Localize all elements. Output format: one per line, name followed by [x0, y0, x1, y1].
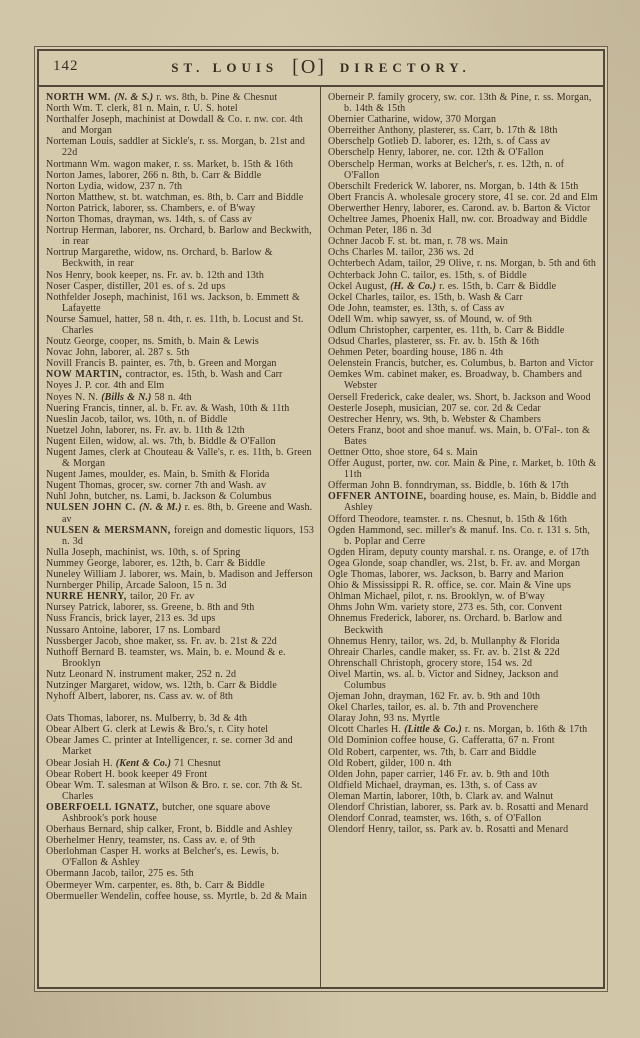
directory-entry: Old Dominion coffee house, G. Cafferatta, 67 n. Front — [328, 735, 555, 747]
directory-entry: Odsud Charles, plasterer, ss. Fr. av. b. 15th & 16th — [328, 336, 540, 348]
directory-entry: Nussberger Jacob, shoe maker, ss. Fr. av. b. 21st & 22d — [46, 635, 277, 647]
directory-entry: Ochs Charles M. tailor, 236 ws. 2d — [328, 247, 474, 259]
page-border — [37, 49, 605, 989]
directory-entry: Obear Albert G. clerk at Lewis & Bro.'s, r. City hotel — [46, 724, 269, 736]
page-header — [39, 51, 603, 87]
directory-entry: Nuhl John, butcher, ns. Lami, b. Jackson & Columbus — [46, 491, 272, 503]
directory-entry: Ochterbech Adam, tailor, 29 Olive, r. ns. Morgan, b. 5th and 6th — [328, 258, 596, 270]
directory-entry: NULSEN & MERSMANN, foreign and domestic liquors, 153 n. 3d — [46, 524, 314, 547]
directory-entry: Norton Lydia, widow, 237 n. 7th — [46, 180, 183, 192]
directory-entry: Nuering Francis, tinner, al. b. Fr. av. & Wash, 10th & 11th — [46, 402, 290, 414]
directory-entry: Nortmann Wm. wagon maker, r. ss. Market, b. 15th & 16th — [46, 158, 294, 170]
directory-entry: Nugent Eilen, widow, al. ws. 7th, b. Biddle & O'Fallon — [46, 435, 276, 447]
directory-entry: Olaray John, 93 ns. Myrtle — [328, 713, 440, 725]
directory-page — [34, 46, 608, 992]
directory-entry: Ojeman John, drayman, 162 Fr. av. b. 9th and 10th — [328, 691, 541, 703]
directory-entry: Nueslin Jacob, tailor, ws. 10th, n. of Biddle — [46, 413, 228, 425]
directory-entry: Oberwerther Henry, laborer, es. Carond. av. b. Barton & Victor — [328, 202, 591, 214]
directory-entry: Okel Charles, tailor, es. al. b. 7th and Provenchere — [328, 702, 539, 714]
directory-entry: Ogden Hiram, deputy county marshal. r. ns. Orange, e. of 17th — [328, 546, 590, 558]
directory-entry: Oesterle Joseph, musician, 207 se. cor. 2d & Cedar — [328, 402, 541, 414]
directory-entry: Oberhaus Bernard, ship calker, Front, b. Biddle and Ashley — [46, 824, 293, 836]
directory-entry: Olendorf Christian, laborer, ss. Park av. b. Rosatti and Menard — [328, 802, 589, 813]
directory-entry: Ogle Thomas, laborer, ws. Jackson, b. Barry and Marion — [328, 569, 564, 581]
directory-entry: Norteman Louis, saddler at Sickle's, r. ss. Morgan, b. 21st and 22d — [46, 136, 305, 159]
directory-entry: Olden John, paper carrier, 146 Fr. av. b. 9th and 10th — [328, 768, 550, 780]
directory-entry: Odell Wm. whip sawyer, ss. of Mound, w. of 9th — [328, 313, 532, 325]
directory-entry: NORTH WM. (N. & S.) r. ws. 8th, b. Pine & Chesnut — [46, 92, 278, 103]
directory-entry: Offord Theodore, teamster. r. ns. Chesnut, b. 15th & 16th — [328, 513, 567, 525]
directory-entry: Old Robert, carpenter, ws. 7th, b. Carr and Biddle — [328, 746, 537, 758]
directory-entry: Nutzinger Margaret, widow, ws. 12th, b. Carr & Biddle — [46, 679, 277, 691]
directory-column-left — [39, 87, 321, 987]
directory-entry: Old Robert, gilder, 100 n. 4th — [328, 757, 452, 769]
directory-entry: Oehmen Peter, boarding house, 186 n. 4th — [328, 347, 504, 359]
directory-entry: Obear Robert H. book keeper 49 Front — [46, 768, 208, 780]
directory-entry: Novill Francis B. painter, es. 7th, b. Green and Morgan — [46, 358, 277, 370]
title-city: ST. LOUIS — [171, 60, 279, 75]
directory-entry: Oivel Martin, ws. al. b. Victor and Sidney, Jackson and Columbus — [328, 668, 559, 691]
directory-entry: Nortrup Herman, laborer, ns. Orchard, b. Barlow and Beckwith, in rear — [46, 225, 312, 248]
directory-column-right — [321, 87, 603, 987]
directory-entry: Obermeyer Wm. carpenter, es. 8th, b. Carr & Biddle — [46, 879, 265, 891]
directory-entry: OBERFOELL IGNATZ, butcher, one square above Ashbrook's pork house — [46, 801, 271, 824]
directory-entry: Oberreither Anthony, plasterer, ss. Carr, b. 17th & 18th — [328, 125, 558, 137]
directory-entry: Nussaro Antoine, laborer, 17 ns. Lombard — [46, 624, 221, 636]
directory-entry: Oeters Franz, boot and shoe manuf. ws. Main, b. O'Fal-. ton & Bates — [328, 424, 590, 447]
directory-entry: Nos Henry, book keeper, ns. Fr. av. b. 12th and 13th — [46, 269, 264, 281]
directory-entry: Oldfield Michael, drayman, es. 13th, s. of Cass av — [328, 779, 538, 791]
directory-entry: Nothfelder Joseph, machinist, 161 ws. Jackson, b. Emmett & Lafayette — [46, 291, 300, 314]
directory-entry: North Wm. T. clerk, 81 n. Main, r. U. S. hotel — [46, 103, 238, 115]
directory-entry: Oemkes Wm. cabinet maker, es. Broadway, b. Chambers and Webster — [328, 369, 583, 392]
directory-entry: Oleman Martin, laborer, 10th, b. Clark av. and Walnut — [328, 790, 554, 802]
directory-entry: Ohreair Charles, candle maker, ss. Fr. av. b. 21st & 22d — [328, 646, 560, 658]
directory-entry: Ocheltree James, Phoenix Hall, nw. cor. Broadway and Biddle — [328, 214, 588, 226]
directory-entry: Obear Josiah H. (Kent & Co.) 71 Chesnut — [46, 757, 221, 769]
section-gap — [46, 702, 315, 713]
directory-entry: Offer August, porter, nw. cor. Main & Pine, r. Market, b. 10th & 11th — [328, 458, 597, 481]
directory-entry: Ohnemus Frederick, laborer, ns. Orchard. b. Barlow and Beckwith — [328, 613, 562, 636]
directory-entry: Nulla Joseph, machinist, ws. 10th, s. of Spring — [46, 546, 241, 558]
directory-entry: Ochman Peter, 186 n. 3d — [328, 225, 432, 237]
directory-entry: Odlum Christopher, carpenter, es. 11th, b. Carr & Biddle — [328, 324, 565, 336]
directory-entry: Oberschelp Herman, works at Belcher's, r. es. 12th, n. of O'Fallon — [328, 158, 565, 181]
directory-entry: OFFNER ANTOINE, boarding house, es. Main, b. Biddle and Ashley — [328, 491, 597, 514]
page-title — [39, 51, 603, 85]
directory-entry: Oersell Frederick, cake dealer, ws. Short, b. Jackson and Wood — [328, 391, 591, 403]
directory-entry: Ochner Jacob F. st. bt. man, r. 78 ws. Main — [328, 236, 508, 248]
directory-entry: Nuss Francis, brick layer, 213 es. 3d ups — [46, 613, 216, 625]
directory-entry: Offerman John B. fonndryman, ss. Biddle, b. 16th & 17th — [328, 480, 569, 492]
directory-entry: Nuetzel John, laborer, ns. Fr. av. b. 11th & 12th — [46, 424, 245, 436]
directory-entry: Noyes N. N. (Bills & N.) 58 n. 4th — [46, 391, 192, 403]
directory-entry: Nurnberger Philip, Arcade Saloon, 15 n. 3d — [46, 580, 227, 592]
directory-entry: Oberschelp Henry, laborer, ne. cor. 12th & O'Fallon — [328, 147, 544, 159]
directory-entry: Nuthoff Bernard B. teamster, ws. Main, b. e. Mound & e. Brooklyn — [46, 646, 286, 669]
directory-entry: Ohms John Wm. variety store, 273 es. 5th, cor. Convent — [328, 602, 563, 614]
title-directory: DIRECTORY. — [339, 60, 471, 75]
directory-entry: Nursey Patrick, laborer, ss. Greene, b. 8th and 9th — [46, 602, 255, 614]
directory-entry: Olendorf Henry, tailor, ss. Park av. b. Rosatti and Menard — [328, 824, 569, 836]
directory-entry: Norton Patrick, laborer, ss. Chambers, e. of B'way — [46, 202, 256, 214]
directory-entry: NOW MARTIN, contractor, es. 15th, b. Wash and Carr — [46, 369, 283, 381]
directory-entry: Olendorf Conrad, teamster, ws. 16th, s. of O'Fallon — [328, 813, 542, 825]
directory-entry: Novac John, laborer, al. 287 s. 5th — [46, 347, 190, 359]
directory-entry: Nummey George, laborer, es. 12th, b. Carr & Biddle — [46, 557, 266, 569]
directory-entry: Nutz Leonard N. instrument maker, 252 n. 2d — [46, 668, 237, 680]
directory-entry: Nourse Samuel, hatter, 58 n. 4th, r. es. 11th, b. Locust and St. Charles — [46, 313, 304, 336]
directory-entry: Ohnemus Henry, tailor, ws. 2d, b. Mullanphy & Florida — [328, 635, 560, 647]
directory-entry: Nugent James, moulder, es. Main, b. Smith & Florida — [46, 469, 270, 481]
directory-entry: Oestrecher Henry, ws. 9th, b. Webster & Chambers — [328, 413, 541, 425]
directory-entry: Noser Casper, distiller, 201 es. of s. 2d ups — [46, 280, 226, 292]
section-letter: [O] — [292, 55, 326, 78]
directory-entry: Ockel August, (H. & Co.) r. es. 15th, b. Carr & Biddle — [328, 280, 557, 292]
directory-entry: Olcott Charles H. (Little & Co.) r. ns. Morgan, b. 16th & 17th — [328, 724, 588, 736]
directory-entry: Ogea Glonde, soap chandler, ws. 21st, b. Fr. av. and Morgan — [328, 557, 581, 569]
directory-entry: Norton Thomas, drayman, ws. 14th, s. of Cass av — [46, 214, 252, 226]
directory-entry: Northalfer Joseph, machinist at Dowdall & Co. r. nw. cor. 4th and Morgan — [46, 114, 303, 137]
directory-entry: Noutz George, cooper, ns. Smith, b. Main & Lewis — [46, 336, 259, 348]
directory-entry: Nyhoff Albert, laborer, ns. Cass av. w. of 8th — [46, 691, 233, 703]
directory-entry: Obermann Jacob, tailor, 275 es. 5th — [46, 868, 194, 880]
directory-entry: Ockel Charles, tailor, es. 15th, b. Wash & Carr — [328, 291, 523, 303]
directory-entry: Ohio & Mississippi R. R. office, se. cor. Main & Vine ups — [328, 580, 572, 592]
directory-entry: Ochterback John C. tailor, es. 15th, s. of Biddle — [328, 269, 527, 281]
directory-entry: Nugent James, clerk at Chouteau & Valle's, r. es. 11th, b. Green & Morgan — [46, 447, 312, 470]
directory-entry: Norton James, laborer, 266 n. 8th, b. Carr & Biddle — [46, 169, 262, 181]
directory-entry: Obear Wm. T. salesman at Wilson & Bro. r. se. cor. 7th & St. Charles — [46, 779, 303, 802]
directory-entry: Oberschelp Gotlieb D. laborer, es. 12th, s. of Cass av — [328, 136, 551, 148]
directory-entry: Oberlohman Casper H. works at Belcher's, es. Lewis, b. O'Fallon & Ashley — [46, 846, 280, 869]
directory-entry: Obernier Catharine, widow, 370 Morgan — [328, 114, 497, 126]
directory-entry: Nuneley William J. laborer, ws. Main, b. Madison and Jefferson — [46, 569, 313, 581]
directory-entry: Oats Thomas, laborer, ns. Mulberry, b. 3d & 4th — [46, 713, 248, 725]
directory-entry: Oberschilt Frederick W. laborer, ns. Morgan, b. 14th & 15th — [328, 180, 579, 192]
directory-entry: NURRE HENRY, tailor, 20 Fr. av — [46, 591, 195, 603]
directory-entry: Ogden Hammond, sec. miller's & manuf. Ins. Co. r. 131 s. 5th, b. Poplar and Cerre — [328, 524, 590, 547]
directory-entry: Obermueller Wendelin, coffee house, ss. Myrtle, b. 2d & Main — [46, 890, 307, 902]
directory-entry: Ode John, teamster, es. 13th, s. of Cass av — [328, 302, 505, 314]
directory-entry: Ohlman Michael, pilot, r. ns. Brooklyn, w. of B'way — [328, 591, 545, 603]
directory-entry: Obear James C. printer at Intelligencer, r. se. corner 3d and Market — [46, 735, 293, 758]
directory-entry: Oelenstein Francis, butcher, es. Columbus, b. Barton and Victor — [328, 358, 594, 370]
directory-entry: Ohrenschall Christoph, grocery store, 154 ws. 2d — [328, 657, 533, 669]
directory-entry: Oberneir P. family grocery, sw. cor. 13th & Pine, r. ss. Morgan, b. 14th & 15th — [328, 92, 592, 115]
directory-entry: Oettner Otto, shoe store, 64 s. Main — [328, 447, 478, 458]
directory-entry: Obert Francis A. wholesale grocery store, 41 se. cor. 2d and Elm — [328, 191, 598, 203]
directory-content — [39, 87, 603, 987]
directory-entry: NULSEN JOHN C. (N. & M.) r. es. 8th, b. Greene and Wash. av — [46, 502, 313, 525]
directory-entry: Nortrup Margarethe, widow, ns. Orchard, b. Barlow & Beckwith, in rear — [46, 247, 273, 270]
directory-entry: Oberhelmer Henry, teamster, ns. Cass av. e. of 9th — [46, 835, 256, 847]
directory-entry: Norton Matthew, st. bt. watchman, es. 8th, b. Carr and Biddle — [46, 191, 304, 203]
directory-entry: Noyes J. P. cor. 4th and Elm — [46, 380, 165, 392]
directory-entry: Nugent Thomas, grocer, sw. corner 7th and Wash. av — [46, 480, 267, 492]
page-number: 142 — [53, 58, 79, 74]
